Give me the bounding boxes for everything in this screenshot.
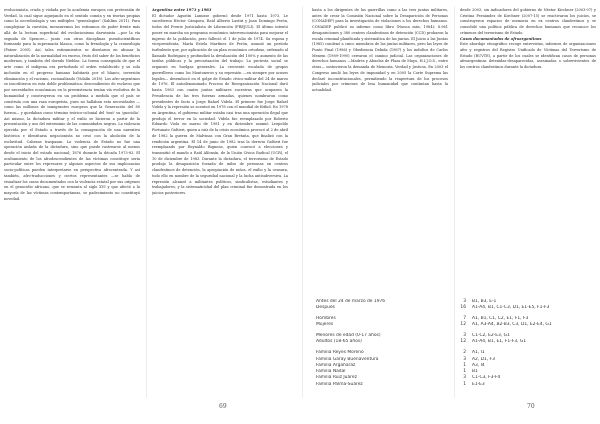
table-cell-category: Familia Garay Buenaventura (316, 356, 379, 362)
table-cell-codes: A2, D1, F3 (472, 356, 495, 362)
table-cell-count: 1 (463, 362, 466, 368)
table-cell-count: 16 (460, 305, 466, 311)
table-cell-category: Menores de edad (0-17 años) (316, 333, 381, 339)
table-cell-count: 7 (463, 316, 466, 322)
table-cell-codes: A1, A3-A4, B2-B3, C3, D1, E2-E4, G1 (472, 322, 552, 328)
table-cell-category: Familia Reyes Moreno (316, 350, 364, 356)
table-row (316, 322, 596, 328)
victims-summary-table (316, 299, 596, 388)
table-row (316, 305, 596, 311)
page-divider (302, 6, 303, 398)
table-cell-category: Después (316, 305, 335, 311)
table-cell-codes: E1-E3 (472, 381, 485, 387)
right-page-column-1 (312, 8, 448, 300)
table-cell-category: Antes del 24 de marzo de 1976 (316, 299, 386, 304)
table-cell-count: 12 (460, 322, 466, 328)
body-text: desde 2003, sin indicadores del gobierno de Néstor Kirchner (2003-07) y Cristina Fernández de Kirchner (2007-15) se reactivaron los juicios, se construyeron espacios de memoria en ex centros clandestinos y se consolidó una política pública de derechos humanos que reconoce los crímenes del terrorismo de Estado. (460, 8, 596, 35)
body-text: hasta a los dirigentes de las guerrillas como a las tres juntas militares, antes de crear la Comisión Nacional sobre la Desaparición de Personas (CONADEP) para la investigación de violaciones a los derechos humanos. CONADEP publicó su informe como libro (Nunca más, 1984): 8.961 desapariciones y 380 centros clandestinos de detención (CCD) probaron la escala criminal planificada y sistemática de las juntas. El Juicio a las Juntas (1985) condenó a cinco miembros de las juntas militares, pero las leyes de Punto Final (1986) y Obediencia Debida (1987) y los indultos de Carlos Menem (1989-1990) cerraron el camino judicial. Las organizaciones de derechos humanos —Madres y Abuelas de Plaza de Mayo, H.I.J.O.S., entre otras— sostuvieron la demanda de Memoria, Verdad y Justicia. En 2003 el Congreso anuló las leyes de impunidad y en 2005 la Corte Suprema las declaró inconstitucionales, permitiendo la reapertura de los procesos judiciales por crímenes de lesa humanidad que continúan hasta la actualidad. (312, 8, 448, 93)
table-cell-count: 2 (463, 350, 466, 356)
page-number-right: 70 (527, 403, 535, 410)
table-cell-count: 3 (463, 299, 466, 304)
table-cell-count: 1 (463, 369, 466, 375)
section-heading: Argentina entre 1973 y 1983 (152, 8, 212, 12)
table-cell-codes: A1, I1 (472, 350, 485, 356)
table-cell-codes: A1-A4, B1, E1, F1-F3, G1 (472, 339, 527, 345)
table-cell-category: Familia Argañaraz (316, 362, 356, 368)
table-cell-codes: A1-A4, B1, C1-C3, D1, E1-E5, F1-F3 (472, 305, 550, 311)
table-cell-category: Adultos (18-65 años) (316, 339, 362, 345)
table-row (316, 382, 596, 388)
right-page-column-2 (460, 8, 596, 208)
page-number-left: 69 (219, 403, 227, 410)
table-cell-codes: C1-C2, E2-E3, G1 (472, 333, 510, 339)
body-text: evolucionista, cruda y violada por la academia europea con pretensión de Verdad, la cual sigue aquejando en el sentido común y en teorías propias como la necrobiología y sus múltiples "genealogías" (Sahlins 2011). Para complejizar la cuestión, mensuremos los estiramos de poder frente más allá de la lectura superficial del evolucionismo darwinista —por la vía seguida de Spencer— junto con otras disciplinas pseudocientíficas formando para la supremacía blanca, como la frenología y la craneología (Patzer 2005). Así, tales estiramientos se diseñaron en abonar la naturalización de la normalidad en exceso, fruto del saber de los beneficios modernos, y también del dorado Nieblas. La forma conseguida de que el arte como el indígena era perturbado el orden establecido y su sola inclusión en el progreso humano habitaría por el blanco, inversión eliminación y el racismo, racionalizado (Vidalín 2018). Los afro-argentinos se inscribieron en esta doble problemática: descendientes de esclavos que por necesidades económicas en la preexistencia tenían vía evolutiva de la humanidad y construyeron en un problema a medida que el país se construía con una raza europeísta, pues no hallaban esta necesidades —como las millones de inmigrantes europeos que la Generación del 80 fueron— y quedaban como término teórico-colonial del 'tout' su 'gnocidio'. Así mismo, la dictadura militar y el exilio se hicieron a partir de la presentación y uso del exterminio de las comunidades negras. La violencia ejercida por el Estado a través de la consagración de una narrativa histórica e identitaria negacionista no cesó con la abolición de la esclavitud. Cabezas traspasan. La violencia de Estado no fue una operación aislada de la dictadura, sino que puede rastrearse al menos desde el inicio del estado nacional; 1876 durante la década 1973-83. El ocultamiento de los afrodescendientes de las víctimas constituye sería particular entre los represores y algunos aspectos de sus implicancias socio-políticas pueden interpretarse en perspectiva afrocentrada. Y así también, afro-traducciones y ciertos representantes —se habla de visualizar los casos documentados con la violencia estatal por sus orígenes en el genocidio africano, que se remonta al siglo XVI y que afectó a la mayoría de las víctimas contemporáneas, se padecimiento no constituyó novedad. (4, 8, 140, 201)
table-cell-codes: A1, B1, C1, C2, E1, F1, F3 (472, 316, 529, 322)
table-cell-category: Mujeres (316, 322, 334, 328)
left-page-column-2 (152, 8, 288, 402)
section-heading: Casos documentados de afroargentinos (460, 36, 542, 41)
table-cell-codes: A3, I4 (472, 362, 485, 368)
table-cell-count: 3 (463, 333, 466, 339)
gutter-left (146, 6, 147, 398)
table-cell-codes: C1-C3, F3-F4 (472, 375, 501, 381)
body-text: Este abordaje etnográfico recoge entrevistas, informes de organizaciones afro y registros del Registro Unificado de Víctimas del Terrorismo de Estado (RUVTE), a partir de los cuales se identifican casos de personas afroargentinas detenidas-desaparecidas, asesinadas o sobrevivientes de los centros clandestinos durante la dictadura. (460, 42, 596, 70)
table-cell-codes: B1 (472, 369, 478, 375)
table-cell-count: 3 (463, 356, 466, 362)
table-cell-count: 1 (463, 381, 466, 387)
table-cell-count: 3 (463, 375, 466, 381)
table-cell-category: Familia Nadal (316, 369, 346, 375)
table-cell-category: Familia Ruiz Juárez (316, 375, 357, 381)
table-cell-category: Hombres (316, 316, 336, 322)
table-cell-count: 12 (460, 339, 466, 345)
body-text: El dictador Agustín Lanusse gobernó desde 1971 hasta 1973. Le sucedieron Héctor Cámpora, Raúl Alberto Lastiri y Juan Domingo Perón, todos del Frente Justicialista de Liberación (FREJULI). El último intentó poner en marcha un programa económico intervencionista para mejorar el ingreso de la población, pero falleció el 1 de julio de 1974. Su esposa y vicepresidenta, María Estela Martínez de Perón, asumió un período turbulento que, por aplicación de un plan económico ortodoxo, ordenado al llamado Rodrigazo y profundizó la devaluación del 100% y aumento de las tarifas públicas y la precarización del trabajo. La protesta social se organizó en huelgas generales. La creciente escalada de grupos guerrilleros como los Montoneros y su represión —en siempre por acuses legales— desembocó en el golpe de Estado cívico-militar del 24 de marzo de 1976. El autodenominado Proceso de Reorganización Nacional duró hasta 1983 con cuatro juntas militares sucesivas que ocuparon la Presidencia de las tres fuerzas armadas, quienes nombraron como presidentes de facto a Jorge Rafael Videla. El primero fue Jorge Rafael Videla y la represión se acentuó en 1978 con el mundial de fútbol. En 1978 en Argentina, el gobierno militar estaba casi tras una operación ilegal que produjo el terror en la sociedad. Videla fue reemplazado por Roberto Eduardo Viola en marzo de 1981 y en diciembre asumió Leopoldo Fortunato Galtieri, quien a raíz de la crisis económica provocó al 2 de abril de 1982 la guerra de Malvinas con Gran Bretaña, que finalizó con la rendición argentina. El 14 de junio de 1982 tras la derrota Galtieri fue reemplazado por Reynaldo Bignone, quien convocó a elecciones y transmitió el mando a Raúl Alfonsín, de la Unión Cívica Radical (UCR), el 10 de diciembre de 1983. Durante la dictadura, el terrorismo de Estado produjo la desaparición forzada de miles de personas en centros clandestinos de detención, la apropiación de niños, el exilio y la censura, todo ello en nombre de la seguridad nacional y la lucha antisubversiva. La represión alcanzó a militantes políticos, sindicalistas, estudiantes y trabajadores, y la sistematicidad del plan criminal fue demostrada en los juicios posteriores. (152, 13, 288, 195)
left-page-column-1 (4, 8, 140, 402)
table-cell-codes: B1, B3, E-1 (472, 299, 497, 304)
table-row (316, 339, 596, 345)
table-cell-category: Familia Palma-Suárez (316, 381, 363, 387)
